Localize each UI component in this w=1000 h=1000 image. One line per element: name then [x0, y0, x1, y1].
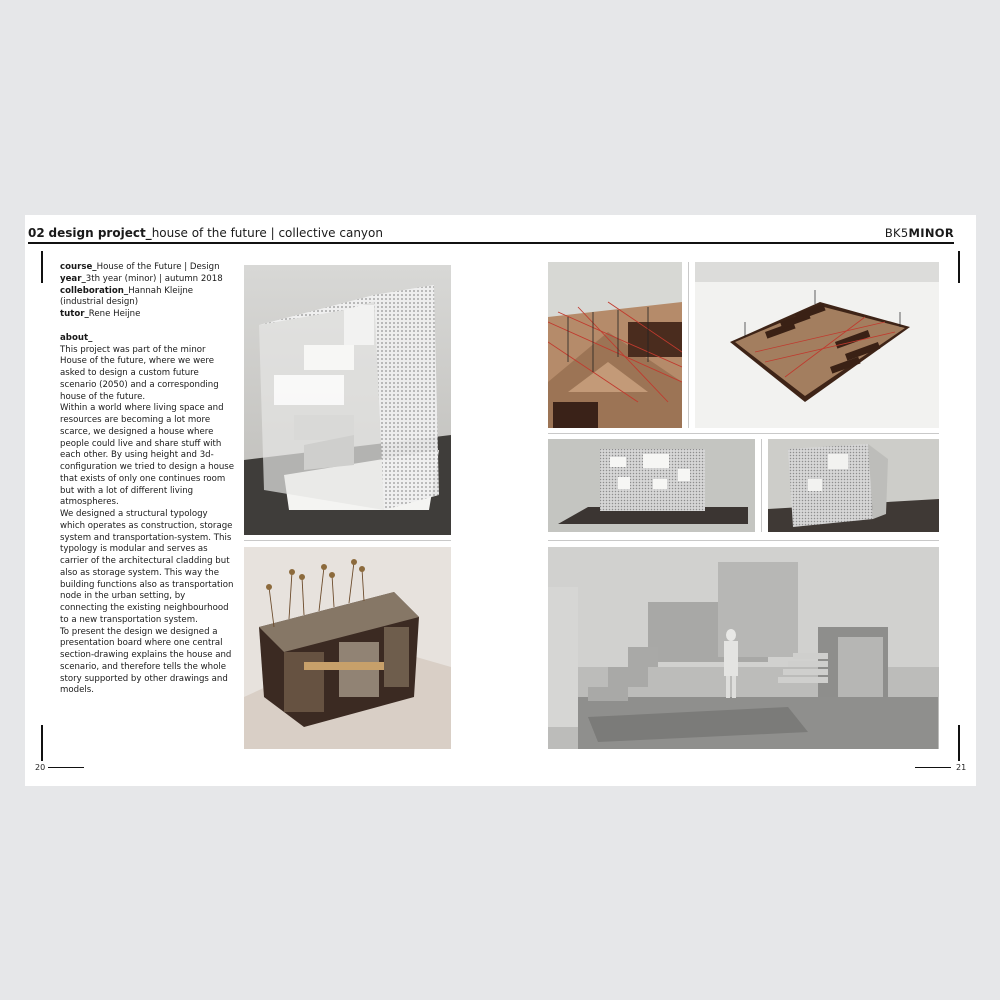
corner-mark-bottom-left: [41, 725, 43, 761]
corner-mark-top-left: [41, 251, 43, 283]
header-rule: [28, 242, 954, 244]
model-photo-with-trees: [244, 547, 451, 749]
photo-divider: [548, 540, 939, 541]
tutor-value: Rene Heijne: [88, 309, 141, 319]
brand-prefix: BK5: [884, 226, 909, 240]
about-paragraph: To present the design we designed a presentation board where one central section-drawing explains the house and scenario, and therefore tells the whole story supported by other drawings and models.: [60, 626, 232, 696]
site-model-overview: [695, 262, 939, 428]
book-spread: [25, 215, 976, 786]
brand-suffix: MINOR: [908, 226, 954, 240]
photo-divider: [244, 540, 451, 541]
page-number-left: 20: [35, 763, 46, 772]
text-column: [60, 262, 235, 697]
photo-divider: [548, 433, 939, 434]
header-title: [28, 226, 383, 240]
photo-divider: [688, 262, 689, 428]
footer-rule-left: [48, 767, 84, 768]
header-number: 02: [28, 226, 45, 240]
about-paragraph: Within a world where living space and resources are becoming a lot more scarce, we designed a house where people could live and share stuff with each other. By using height and 3d-configuration we tried to design a house that exists of only one continues room but with a lot of different living atmospheres.: [60, 403, 235, 508]
site-model-closeup: [548, 262, 682, 428]
corner-mark-top-right: [958, 251, 960, 283]
collab-value: Hannah Kleijne: [128, 285, 194, 296]
about-paragraph: This project was part of the minor House of the future, where we were asked to design a custom future scenario (2050) and a corresponding house of the future.: [60, 344, 219, 402]
facade-model-front: [548, 439, 755, 532]
collab-label: colleboration_: [60, 285, 129, 296]
year-line: [60, 274, 235, 286]
page-number-right: 21: [956, 763, 967, 772]
header-project-title: house of the future | collective canyon: [151, 226, 383, 240]
corner-mark-bottom-right: [958, 725, 960, 761]
model-photo-perforated-block: [244, 265, 451, 535]
year-label: year_: [60, 273, 86, 284]
course-value: House of the Future | Design: [96, 262, 220, 272]
interior-model-figure: [548, 547, 939, 749]
about-paragraph: We designed a structural typology which operates as construction, storage system and transportation-system. This typology is modular and serves as carrier of the architectural cladding but also as storage system. This way the building functions also as transportation node in the urban setting, by connecting the existing neighbourhood to a new transportation system.: [60, 509, 234, 625]
collab-note: (industrial design): [60, 297, 139, 308]
year-value: 3th year (minor) | autumn 2018: [85, 273, 223, 284]
photo-divider: [761, 439, 762, 532]
course-label: course_: [60, 262, 97, 272]
footer-rule-right: [915, 767, 951, 768]
brand-mark: [885, 226, 954, 240]
header-label: design project_: [48, 226, 152, 240]
tutor-line: [60, 309, 235, 321]
about-heading: about_: [60, 332, 93, 343]
course-line: [60, 262, 235, 274]
tutor-label: tutor_: [60, 309, 89, 319]
facade-model-angle: [768, 439, 939, 532]
collab-line: [60, 286, 235, 298]
